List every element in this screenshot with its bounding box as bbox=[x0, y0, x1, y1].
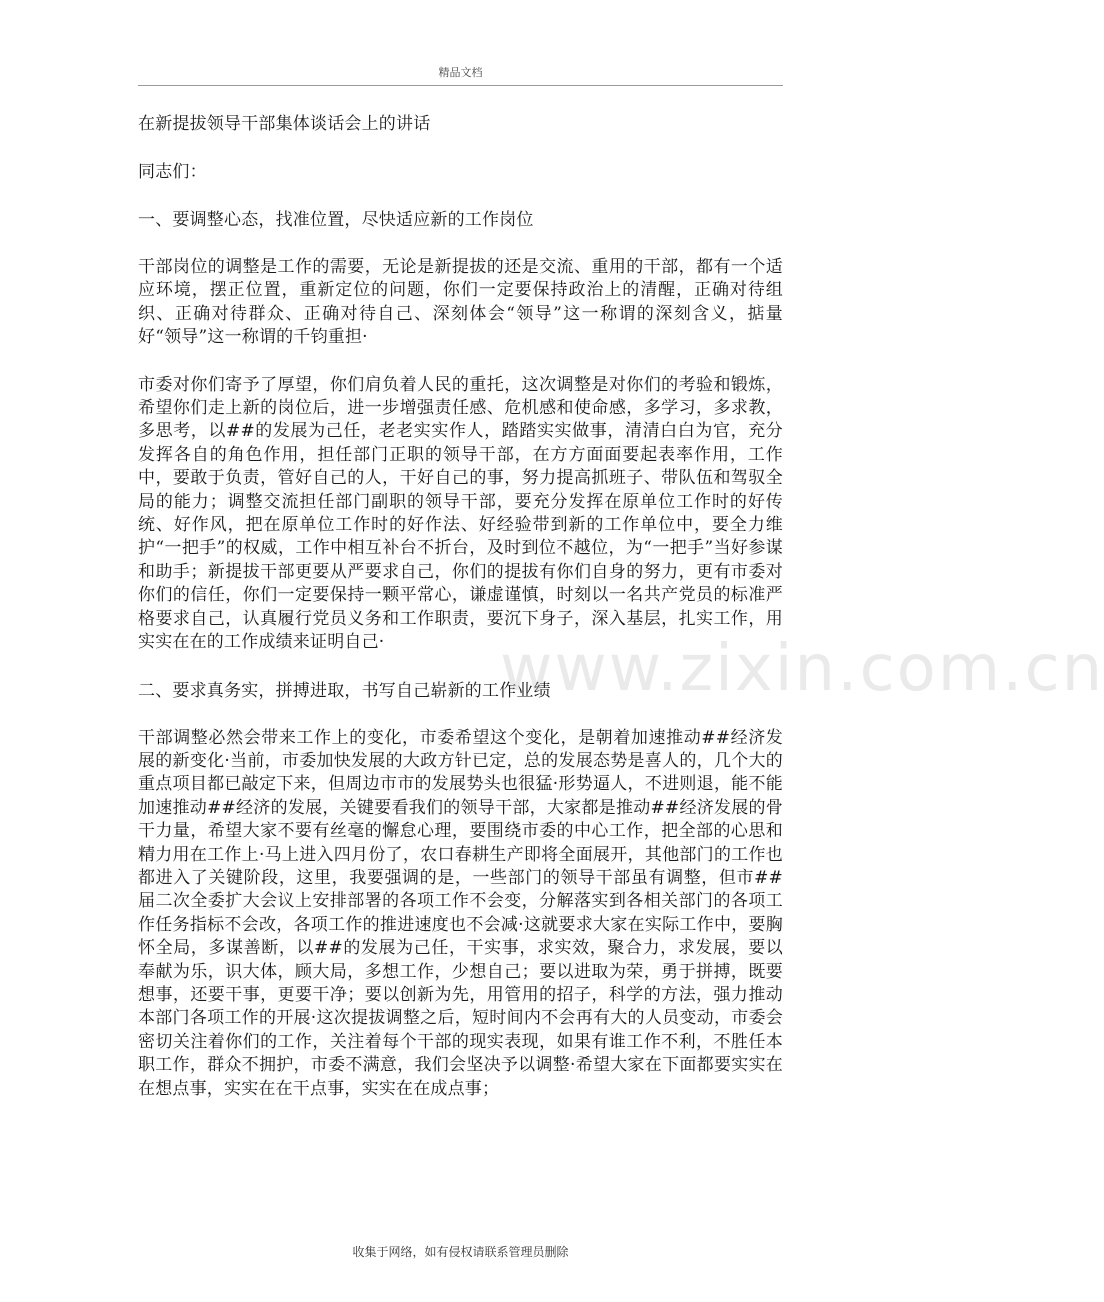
salutation: 同志们： bbox=[138, 162, 207, 182]
page-footer: 收集于网络，如有侵权请联系管理员删除 bbox=[352, 1245, 569, 1259]
paragraph-2: 市委对你们寄予了厚望，你们肩负着人民的重托，这次调整是对你们的考验和锻炼，希望你们走上新的岗位后，进一步增强责任感、危机感和使命感，多学习，多求教，多思考，以##的发展为己任，老老实实作人，踏踏实实做事，清清白白为官，充分发挥各自的角色作用，担任部门正职的领导干部，在方方面面要起表率作用，工作中，要敢于负责，管好自己的人，干好自己的事，努力提高抓班子、带队伍和驾驭全局的能力；调整交流担任部门副职的领导干部，要充分发挥在原单位工作时的好传统、好作风，把在原单位工作时的好作法、好经验带到新的工作单位中，要全力维护“一把手”的权威，工作中相互补台不折台，及时到位不越位，为“一把手”当好参谋和助手；新提拔干部更要从严要求自己，你们的提拔有你们自身的努力，更有市委对你们的信任，你们一定要保持一颗平常心，谦虚谨慎，时刻以一名共产党员的标准严格要求自己，认真履行党员义务和工作职责，要沉下身子，深入基层，扎实工作，用实实在在的工作成绩来证明自己· bbox=[138, 374, 783, 653]
document-title: 在新提拔领导干部集体谈话会上的讲话 bbox=[138, 114, 431, 134]
watermark: www.zixin.com.cn bbox=[500, 632, 1104, 706]
paragraph-3: 干部调整必然会带来工作上的变化，市委希望这个变化，是朝着加速推动##经济发展的新变化·当前，市委加快发展的大政方针已定，总的发展态势是喜人的，几个大的重点项目都已敲定下来，但周边市市的发展势头也很猛·形势逼人，不进则退，能不能加速推动##经济的发展，关键要看我们的领导干部，大家都是推动##经济发展的骨干力量，希望大家不要有丝毫的懈怠心理，要围绕市委的中心工作，把全部的心思和精力用在工作上·马上进入四月份了，农口春耕生产即将全面展开，其他部门的工作也都进入了关键阶段，这里，我要强调的是，一些部门的领导干部虽有调整，但市##届二次全委扩大会议上安排部署的各项工作不会变，分解落实到各相关部门的各项工作任务指标不会改，各项工作的推进速度也不会减·这就要求大家在实际工作中，要胸怀全局，多谋善断，以##的发展为己任，干实事，求实效，聚合力，求发展，要以奉献为乐，识大体，顾大局，多想工作，少想自己；要以进取为荣，勇于拼搏，既要想事，还要干事，更要干净；要以创新为先，用管用的招子，科学的方法，强力推动本部门各项工作的开展·这次提拔调整之后，短时间内不会再有大的人员变动，市委会密切关注着你们的工作，关注着每个干部的现实表现，如果有谁工作不利，不胜任本职工作，群众不拥护，市委不满意，我们会坚决予以调整·希望大家在下面都要实实在在想点事，实实在在干点事，实实在在成点事； bbox=[138, 727, 783, 1099]
page-header: 精品文档 bbox=[138, 64, 783, 86]
section-heading-2: 二、要求真务实，拼搏进取，书写自己崭新的工作业绩 bbox=[138, 680, 551, 701]
section-heading-1: 一、要调整心态，找准位置，尽快适应新的工作岗位 bbox=[138, 210, 534, 230]
paragraph-1: 干部岗位的调整是工作的需要，无论是新提拔的还是交流、重用的干部，都有一个适应环境，摆正位置，重新定位的问题，你们一定要保持政治上的清醒，正确对待组织、正确对待群众、正确对待自己、深刻体会“领导”这一称谓的深刻含义，掂量好“领导”这一称谓的千钧重担· bbox=[138, 257, 783, 348]
document-body bbox=[138, 112, 783, 1125]
